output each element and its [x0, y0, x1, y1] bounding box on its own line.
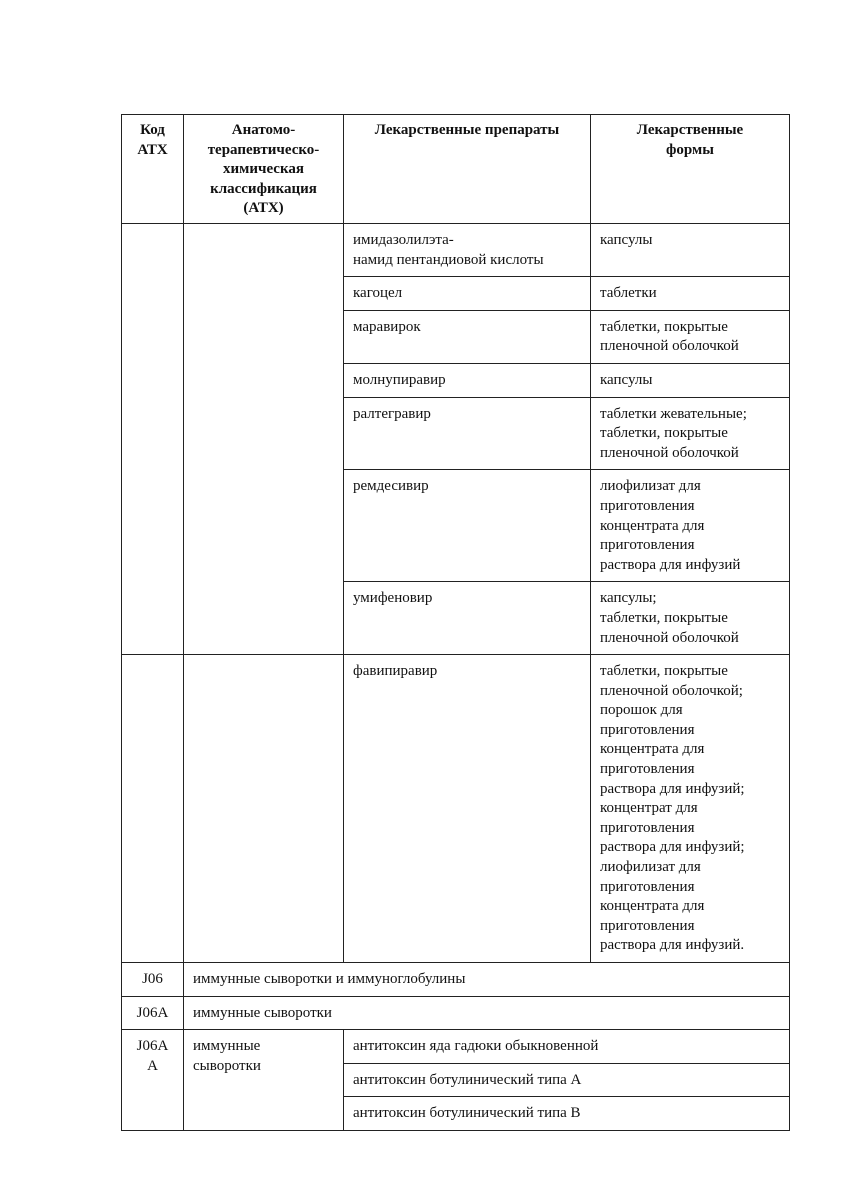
- table-row: [122, 224, 790, 277]
- atx-group-name: иммунные сыворотки: [184, 1030, 344, 1131]
- atx-drug-table: [121, 114, 790, 1131]
- table-row-j06a: [122, 996, 790, 1030]
- table-row-j06: [122, 963, 790, 997]
- atx-group-name: иммунные сыворотки и иммуноглобулины: [184, 963, 790, 997]
- header-code: Код АТХ: [122, 115, 184, 224]
- atx-code: J06: [122, 963, 184, 997]
- empty-atx-cell: [184, 224, 344, 655]
- drug-name: фавипиравир: [344, 655, 591, 963]
- drug-name: молнупиравир: [344, 363, 591, 397]
- drug-form: таблетки жевательные; таблетки, покрытые пленочной оболочкой: [591, 397, 790, 470]
- drug-name: антитоксин ботулинический типа В: [344, 1097, 790, 1131]
- empty-code-cell: [122, 655, 184, 963]
- drug-form: таблетки, покрытые пленочной оболочкой: [591, 310, 790, 363]
- table-row: [122, 655, 790, 963]
- empty-atx-cell: [184, 655, 344, 963]
- drug-name: ремдесивир: [344, 470, 591, 582]
- drug-form: капсулы: [591, 363, 790, 397]
- drug-name: имидазолилэта- намид пентандиовой кислоты: [344, 224, 591, 277]
- drug-form: лиофилизат для приготовления концентрата для приготовления раствора для инфузий: [591, 470, 790, 582]
- table-header-row: [122, 115, 790, 224]
- atx-group-name: иммунные сыворотки: [184, 996, 790, 1030]
- table-row-j06aa: [122, 1030, 790, 1064]
- atx-code: J06A: [122, 996, 184, 1030]
- drug-form: таблетки: [591, 277, 790, 311]
- drug-name: умифеновир: [344, 582, 591, 655]
- header-atx-classification: Анатомо-терапевтическо-химическая классификация (АТХ): [184, 115, 344, 224]
- drug-name: ралтегравир: [344, 397, 591, 470]
- drug-name: кагоцел: [344, 277, 591, 311]
- drug-form: капсулы: [591, 224, 790, 277]
- drug-name: маравирок: [344, 310, 591, 363]
- header-drugs: Лекарственные препараты: [344, 115, 591, 224]
- drug-form: таблетки, покрытые пленочной оболочкой; порошок для приготовления концентрата для приготовления раствора для инфузий; концентрат для приготовления раствора для инфузий; лиофилизат для приготовления концентрата для приготовления раствора для инфузий.: [591, 655, 790, 963]
- drug-name: антитоксин яда гадюки обыкновенной: [344, 1030, 790, 1064]
- empty-code-cell: [122, 224, 184, 655]
- drug-name: антитоксин ботулинический типа А: [344, 1063, 790, 1097]
- drug-form: капсулы; таблетки, покрытые пленочной оболочкой: [591, 582, 790, 655]
- header-forms: Лекарственные формы: [591, 115, 790, 224]
- atx-code: J06A A: [122, 1030, 184, 1131]
